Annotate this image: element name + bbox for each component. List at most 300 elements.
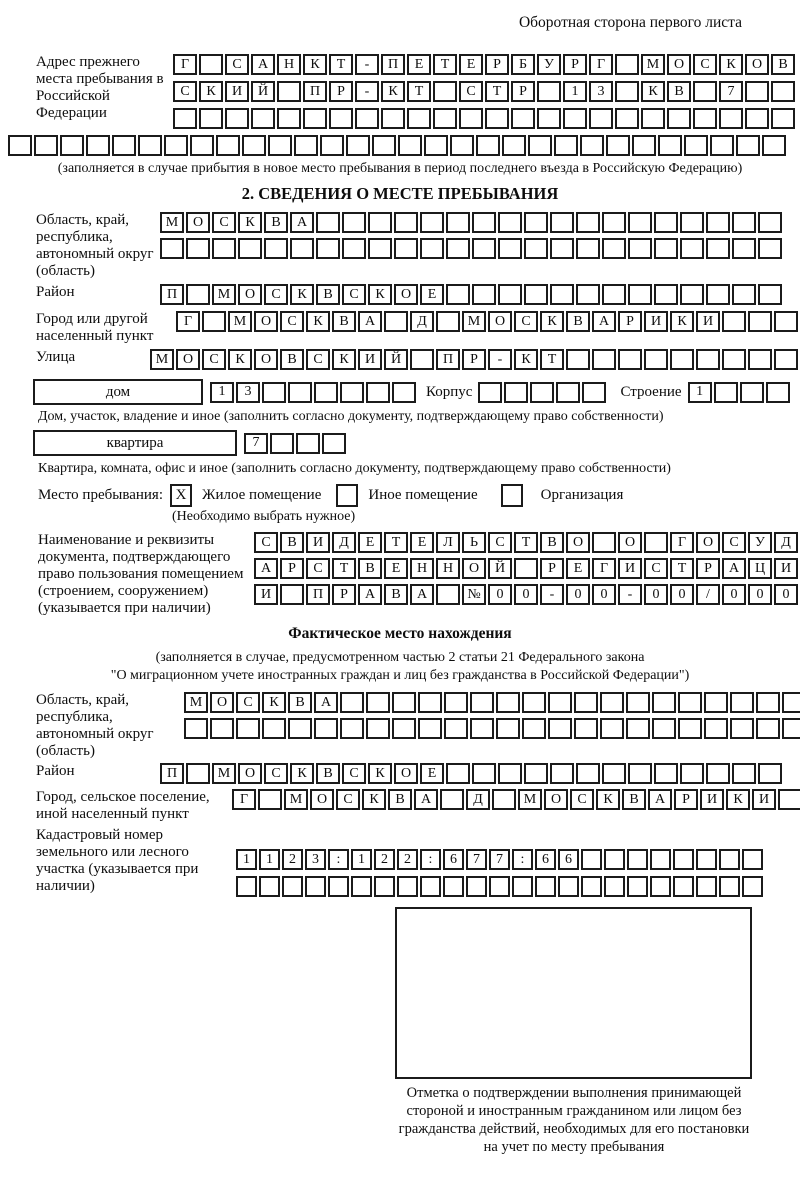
char-cell — [758, 284, 782, 305]
char-cell — [202, 311, 226, 332]
document-cells — [254, 532, 798, 605]
char-cell: В — [667, 81, 691, 102]
section2-title: 2. СВЕДЕНИЯ О МЕСТЕ ПРЕБЫВАНИЯ — [241, 184, 559, 203]
char-cell — [537, 108, 561, 129]
char-cell: С — [459, 81, 483, 102]
char-cell: Р — [462, 349, 486, 370]
char-cell — [288, 382, 312, 403]
place-type-label: Место пребывания: — [38, 487, 163, 503]
char-cell: К — [262, 692, 286, 713]
char-cell — [706, 238, 730, 259]
district-label: Район — [36, 284, 75, 300]
char-cell — [212, 238, 236, 259]
char-cell — [696, 876, 717, 897]
char-cell: 1 — [688, 382, 712, 403]
char-cell — [730, 718, 754, 739]
char-cell — [418, 692, 442, 713]
char-cell: М — [462, 311, 486, 332]
char-cell: 1 — [351, 849, 372, 870]
char-cell: К — [362, 789, 386, 810]
char-cell: 7 — [719, 81, 743, 102]
char-cell: 6 — [535, 849, 556, 870]
char-cell — [550, 238, 574, 259]
char-cell — [548, 718, 572, 739]
char-cell — [381, 108, 405, 129]
char-cell — [288, 718, 312, 739]
stroenie-label: Строение — [620, 383, 682, 400]
house-cells — [210, 382, 416, 403]
char-cell: Д — [332, 532, 356, 553]
char-cell: В — [358, 558, 382, 579]
district-cells — [160, 284, 782, 305]
char-cell: Е — [459, 54, 483, 75]
char-cell: П — [436, 349, 460, 370]
char-cell: О — [238, 763, 262, 784]
fact-caption-1: (заполняется в случае, предусмотренном частью 2 статьи 21 Федерального закона — [155, 650, 645, 665]
char-cell: А — [254, 558, 278, 579]
char-cell: С — [693, 54, 717, 75]
char-cell — [342, 212, 366, 233]
char-cell — [470, 692, 494, 713]
char-cell — [392, 718, 416, 739]
char-cell — [322, 433, 346, 454]
prev-address-row-1 — [173, 54, 795, 75]
char-cell — [524, 212, 548, 233]
char-cell — [680, 284, 704, 305]
char-cell: К — [596, 789, 620, 810]
char-cell — [316, 238, 340, 259]
char-cell — [398, 135, 422, 156]
char-cell — [556, 382, 580, 403]
char-cell: Г — [592, 558, 616, 579]
char-cell: С — [306, 558, 330, 579]
char-cell — [384, 311, 408, 332]
char-cell: Р — [329, 81, 353, 102]
apartment-caption: Квартира, комната, офис и иное (заполнить согласно документу, подтверждающему право собственности) — [38, 461, 671, 476]
char-cell: В — [384, 584, 408, 605]
char-cell — [511, 108, 535, 129]
char-cell: К — [670, 311, 694, 332]
house-box: дом — [33, 379, 203, 405]
char-cell: В — [280, 349, 304, 370]
char-cell — [420, 212, 444, 233]
char-cell — [774, 311, 798, 332]
char-cell: П — [160, 284, 184, 305]
char-cell — [444, 718, 468, 739]
char-cell — [592, 532, 616, 553]
other-premises-checkbox — [336, 484, 358, 507]
char-cell — [641, 108, 665, 129]
cadastre-block — [36, 827, 800, 897]
char-cell — [730, 692, 754, 713]
char-cell: М — [228, 311, 252, 332]
char-cell — [626, 692, 650, 713]
char-cell: Л — [436, 532, 460, 553]
korpus-label: Корпус — [426, 383, 473, 400]
char-cell: К — [368, 763, 392, 784]
char-cell — [186, 763, 210, 784]
char-cell — [436, 584, 460, 605]
char-cell: И — [644, 311, 668, 332]
char-cell: 0 — [774, 584, 798, 605]
char-cell: И — [254, 584, 278, 605]
char-cell: К — [726, 789, 750, 810]
char-cell — [550, 763, 574, 784]
char-cell: 7 — [244, 433, 268, 454]
char-cell — [502, 135, 526, 156]
char-cell — [581, 849, 602, 870]
char-cell: А — [410, 584, 434, 605]
x-mark: X — [175, 487, 187, 503]
char-cell — [680, 238, 704, 259]
char-cell — [589, 108, 613, 129]
apartment-row — [33, 430, 800, 456]
residential-label: Жилое помещение — [202, 487, 322, 503]
region-row-1 — [160, 212, 782, 233]
char-cell — [654, 212, 678, 233]
char-cell — [604, 876, 625, 897]
char-cell — [719, 849, 740, 870]
char-cell: В — [316, 284, 340, 305]
char-cell: И — [774, 558, 798, 579]
char-cell — [650, 876, 671, 897]
char-cell — [374, 876, 395, 897]
char-cell — [394, 212, 418, 233]
char-cell: Й — [488, 558, 512, 579]
char-cell: К — [238, 212, 262, 233]
char-cell — [407, 108, 431, 129]
char-cell: 1 — [259, 849, 280, 870]
district-row — [36, 284, 800, 305]
char-cell: Р — [280, 558, 304, 579]
char-cell: И — [752, 789, 776, 810]
char-cell — [602, 238, 626, 259]
char-cell: 2 — [282, 849, 303, 870]
char-cell: Р — [696, 558, 720, 579]
char-cell: - — [355, 54, 379, 75]
fact-region-block — [36, 692, 800, 760]
char-cell — [466, 876, 487, 897]
char-cell — [420, 238, 444, 259]
stamp-caption: Отметка о подтверждении выполнения принимающей стороной и иностранным гражданином или лицом без гражданства действий, необходимых для его постановки на учет по месту пребывания — [398, 1085, 750, 1155]
char-cell: С — [225, 54, 249, 75]
char-cell: А — [592, 311, 616, 332]
char-cell — [34, 135, 58, 156]
char-cell — [446, 284, 470, 305]
place-type-row — [38, 484, 800, 507]
region-label: Область, край, республика, автономный округ (область) — [36, 212, 154, 279]
char-cell — [512, 876, 533, 897]
organization-checkbox — [501, 484, 523, 507]
char-cell — [340, 382, 364, 403]
char-cell — [574, 692, 598, 713]
char-cell: Е — [410, 532, 434, 553]
char-cell — [186, 284, 210, 305]
char-cell: О — [488, 311, 512, 332]
char-cell: Р — [485, 54, 509, 75]
char-cell: 0 — [514, 584, 538, 605]
char-cell — [740, 382, 764, 403]
char-cell: О — [210, 692, 234, 713]
fact-district-row — [36, 763, 800, 784]
char-cell — [342, 238, 366, 259]
char-cell: С — [336, 789, 360, 810]
char-cell: К — [199, 81, 223, 102]
char-cell: И — [696, 311, 720, 332]
char-cell — [654, 284, 678, 305]
char-cell: 1 — [236, 849, 257, 870]
char-cell — [581, 876, 602, 897]
char-cell — [160, 238, 184, 259]
char-cell — [602, 284, 626, 305]
stamp-area — [395, 907, 752, 1156]
char-cell — [706, 212, 730, 233]
char-cell — [498, 238, 522, 259]
char-cell — [673, 849, 694, 870]
char-cell — [654, 763, 678, 784]
char-cell — [270, 433, 294, 454]
char-cell — [732, 238, 756, 259]
fact-region-row-1 — [184, 692, 800, 713]
house-caption: Дом, участок, владение и иное (заполнить согласно документу, подтверждающему право собственности) — [38, 409, 664, 424]
char-cell: Т — [485, 81, 509, 102]
char-cell — [355, 108, 379, 129]
char-cell: Е — [384, 558, 408, 579]
cadastre-label: Кадастровый номер земельного или лесного участка (указывается при наличии) — [36, 827, 199, 894]
char-cell: Р — [563, 54, 587, 75]
char-cell — [504, 382, 528, 403]
char-cell — [778, 789, 800, 810]
char-cell — [514, 558, 538, 579]
char-cell — [766, 382, 790, 403]
header-note: Оборотная сторона первого листа — [518, 14, 742, 31]
char-cell — [732, 763, 756, 784]
char-cell: Д — [774, 532, 798, 553]
char-cell: № — [462, 584, 486, 605]
char-cell — [522, 692, 546, 713]
char-cell — [696, 349, 720, 370]
char-cell — [650, 849, 671, 870]
char-cell — [732, 212, 756, 233]
fact-caption-2: "О миграционном учете иностранных граждан и лиц без гражданства в Российской Федерации") — [110, 668, 690, 683]
char-cell — [580, 135, 604, 156]
char-cell: У — [537, 54, 561, 75]
char-cell: О — [566, 532, 590, 553]
char-cell — [397, 876, 418, 897]
char-cell — [762, 135, 786, 156]
cadastre-row-2 — [236, 876, 763, 897]
char-cell: К — [368, 284, 392, 305]
char-cell — [576, 238, 600, 259]
char-cell — [618, 349, 642, 370]
char-cell: Г — [176, 311, 200, 332]
char-cell — [251, 108, 275, 129]
house-row — [33, 379, 800, 405]
char-cell: Е — [420, 284, 444, 305]
char-cell — [684, 135, 708, 156]
char-cell — [433, 108, 457, 129]
char-cell — [366, 692, 390, 713]
region-block — [36, 212, 800, 280]
char-cell: И — [700, 789, 724, 810]
fact-region-cells — [184, 692, 800, 739]
prev-address-row-4 — [8, 135, 800, 156]
fact-region-row-2 — [184, 718, 800, 739]
char-cell — [722, 349, 746, 370]
char-cell — [758, 238, 782, 259]
stamp-box — [395, 907, 752, 1079]
char-cell: В — [332, 311, 356, 332]
char-cell — [628, 238, 652, 259]
char-cell: Т — [433, 54, 457, 75]
char-cell: О — [696, 532, 720, 553]
char-cell: О — [186, 212, 210, 233]
char-cell — [628, 284, 652, 305]
char-cell — [748, 349, 772, 370]
char-cell — [704, 692, 728, 713]
place-type-caption: (Необходимо выбрать нужное) — [172, 509, 356, 524]
char-cell — [600, 718, 624, 739]
char-cell: - — [488, 349, 512, 370]
char-cell: С — [342, 763, 366, 784]
char-cell — [566, 349, 590, 370]
char-cell: С — [644, 558, 668, 579]
char-cell — [472, 212, 496, 233]
char-cell: А — [251, 54, 275, 75]
char-cell: В — [540, 532, 564, 553]
char-cell — [190, 135, 214, 156]
char-cell: М — [212, 763, 236, 784]
char-cell — [632, 135, 656, 156]
char-cell — [498, 763, 522, 784]
char-cell: О — [238, 284, 262, 305]
char-cell — [392, 382, 416, 403]
char-cell: 1 — [563, 81, 587, 102]
char-cell — [472, 284, 496, 305]
char-cell: Г — [173, 54, 197, 75]
char-cell: М — [518, 789, 542, 810]
char-cell — [328, 876, 349, 897]
char-cell: 3 — [589, 81, 613, 102]
char-cell — [719, 108, 743, 129]
fact-city-label: Город, сельское поселение, иной населенный пункт — [36, 789, 210, 822]
char-cell: Т — [514, 532, 538, 553]
char-cell: С — [280, 311, 304, 332]
char-cell — [262, 718, 286, 739]
char-cell: О — [544, 789, 568, 810]
char-cell — [210, 718, 234, 739]
char-cell — [436, 311, 460, 332]
document-row-1 — [254, 532, 798, 553]
char-cell: В — [280, 532, 304, 553]
char-cell — [535, 876, 556, 897]
char-cell: В — [622, 789, 646, 810]
char-cell — [446, 763, 470, 784]
char-cell — [550, 284, 574, 305]
char-cell: Т — [407, 81, 431, 102]
char-cell — [644, 349, 668, 370]
char-cell: - — [355, 81, 379, 102]
char-cell — [758, 212, 782, 233]
char-cell: О — [394, 284, 418, 305]
char-cell: Р — [674, 789, 698, 810]
char-cell: Т — [384, 532, 408, 553]
char-cell: С — [306, 349, 330, 370]
char-cell — [368, 212, 392, 233]
char-cell: Т — [329, 54, 353, 75]
char-cell — [472, 238, 496, 259]
char-cell: 3 — [305, 849, 326, 870]
char-cell — [346, 135, 370, 156]
char-cell: М — [212, 284, 236, 305]
char-cell — [450, 135, 474, 156]
char-cell: В — [388, 789, 412, 810]
char-cell — [524, 763, 548, 784]
char-cell: : — [420, 849, 441, 870]
char-cell — [433, 81, 457, 102]
char-cell: М — [150, 349, 174, 370]
char-cell: Ь — [462, 532, 486, 553]
char-cell: П — [306, 584, 330, 605]
char-cell — [563, 108, 587, 129]
char-cell — [277, 108, 301, 129]
char-cell: В — [566, 311, 590, 332]
char-cell: 3 — [236, 382, 260, 403]
char-cell: С — [173, 81, 197, 102]
char-cell — [522, 718, 546, 739]
char-cell — [742, 876, 763, 897]
char-cell — [320, 135, 344, 156]
char-cell — [236, 718, 260, 739]
char-cell — [242, 135, 266, 156]
char-cell: 2 — [374, 849, 395, 870]
char-cell — [340, 718, 364, 739]
char-cell — [199, 108, 223, 129]
char-cell — [259, 876, 280, 897]
char-cell — [392, 692, 416, 713]
fact-city-cells — [232, 789, 800, 810]
char-cell: - — [618, 584, 642, 605]
char-cell: С — [264, 284, 288, 305]
char-cell — [314, 718, 338, 739]
city-row — [36, 311, 800, 345]
char-cell — [8, 135, 32, 156]
char-cell — [710, 135, 734, 156]
char-cell: К — [290, 763, 314, 784]
prev-address-row-2 — [173, 81, 795, 102]
fact-district-label: Район — [36, 763, 75, 779]
char-cell: П — [160, 763, 184, 784]
stroenie-cells — [688, 382, 790, 403]
char-cell: О — [254, 349, 278, 370]
char-cell: С — [236, 692, 260, 713]
char-cell: Й — [384, 349, 408, 370]
organization-label: Организация — [540, 487, 624, 503]
char-cell — [498, 212, 522, 233]
document-label: Наименование и реквизиты документа, подтверждающего право пользования помещением (строением, сооружением) (указывается при наличии) — [38, 532, 244, 616]
char-cell: Е — [420, 763, 444, 784]
char-cell — [771, 108, 795, 129]
char-cell — [282, 876, 303, 897]
street-cells — [150, 349, 798, 370]
char-cell — [576, 284, 600, 305]
char-cell: В — [316, 763, 340, 784]
char-cell: - — [540, 584, 564, 605]
char-cell — [714, 382, 738, 403]
char-cell — [719, 876, 740, 897]
document-block — [38, 532, 800, 617]
char-cell — [604, 849, 625, 870]
